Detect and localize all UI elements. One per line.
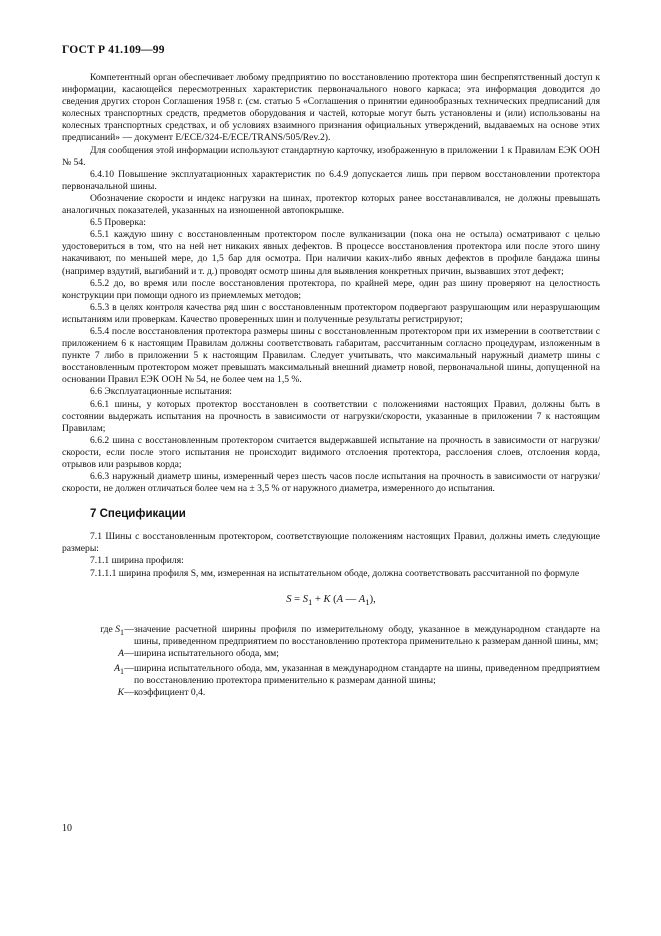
paragraph: 6.6 Эксплуатационные испытания: bbox=[90, 386, 232, 398]
definition-symbol: A bbox=[118, 648, 124, 660]
definition-dash: — bbox=[124, 663, 134, 675]
paragraph: 6.5.3 в целях контроля качества ряд шин с восстановленным протектором подвергают разрушающим или неразрушающим испытаниям или проверкам. Качество проверенных шин и полученные результаты регистрируют; bbox=[62, 301, 600, 325]
formula-k: K bbox=[323, 593, 331, 605]
definition-symbol: S bbox=[115, 623, 120, 635]
formula-equals: = bbox=[291, 593, 303, 605]
definitions-list bbox=[62, 624, 600, 702]
paragraph: Компетентный орган обеспечивает любому предприятию по восстановлению протектора шин беспрепятственный доступ к информации, касающейся пересмотренных характеристик первоначального нового каркаса; эта информация доводится до сведения других сторон Соглашения 1958 г. (см. статью 5 «Соглашения о принятии единообразных технических предписаний для колесных транспортных средств, предметов оборудования и частей, которые могут быть установлены и (или) использованы на колесных транспортных средствах, и об условиях взаимного признания официальных утверждений, выдаваемых на основе этих предписаний» — документ E/ECE/324-E/ECE/TRANS/505/Rev.2). bbox=[62, 72, 600, 144]
paragraph: Обозначение скорости и индекс нагрузки на шинах, протектор которых ранее восстанавливался, не должны превышать аналогичных показателей, указанных на изношенной автопокрышке. bbox=[62, 192, 600, 217]
definition-subscript: 1 bbox=[120, 666, 124, 676]
formula-a1: A bbox=[358, 593, 366, 605]
page-number: 10 bbox=[62, 823, 72, 834]
definition-dash: — bbox=[124, 687, 134, 699]
definition-text: значение расчетной ширины профиля по измерительному ободу, указанное в международном стандарте на шины, приведенном предприятием по восстановлению протектора применительно к размерам данной шины, мм; bbox=[134, 623, 600, 647]
paragraph: 6.5.2 до, во время или после восстановления протектора, по крайней мере, один раз шину проверяют на целостность конструкции при помощи одного из приемлемых методов; bbox=[62, 277, 600, 301]
definition-text: ширина испытательного обода, мм, указанная в международном стандарте на шины, приведенном предприятием по восстановлению протектора применительно к размерам данной шины; bbox=[134, 663, 600, 687]
paragraph: 7.1.1 ширина профиля: bbox=[90, 555, 184, 567]
document-header: ГОСТ Р 41.109—99 bbox=[62, 44, 165, 56]
definition-symbol: K bbox=[117, 687, 124, 699]
definition-dash: — bbox=[124, 623, 134, 635]
formula-plus: + bbox=[312, 593, 324, 605]
paragraph: 6.5.4 после восстановления протектора размеры шины с восстановленным протектором при их измерении в соответствии с приложением 6 к настоящим Правилам должны соответствовать габаритам, рассчитанным согласно процедурам, изложенным в пункте 7 либо в приложении 5 к настоящим Правилам. Следует учитывать, что максимальный наружный диаметр шины с восстановленным протектором может превышать максимальный внешний диаметр новой, первоначальной шины, допущенной на основании Правил ЕЭК ООН № 54, не более чем на 1,5 %. bbox=[62, 325, 600, 386]
formula-minus: — bbox=[343, 593, 359, 605]
page-content bbox=[62, 72, 600, 702]
definition-symbol: A bbox=[114, 663, 120, 675]
paragraph: 6.6.1 шины, у которых протектор восстановлен в соответствии с положениями настоящих Правил, должны быть в состоянии выдержать испытания на прочность в зависимости от нагрузки/скорости, указанные в приложении 7 к настоящим Правилам; bbox=[62, 398, 600, 434]
paragraph: 6.4.10 Повышение эксплуатационных характеристик по 6.4.9 допускается лишь при первом восстановлении протектора первоначальной шины. bbox=[62, 168, 600, 192]
paragraph: 7.1.1.1 ширина профиля S, мм, измеренная на испытательном ободе, должна соответствовать рассчитанной по формуле bbox=[90, 567, 580, 579]
formula-close-paren: ), bbox=[369, 593, 376, 605]
formula-a: A bbox=[336, 593, 344, 605]
definition-dash: — bbox=[124, 648, 134, 660]
definition-item bbox=[62, 663, 600, 687]
formula bbox=[62, 594, 600, 608]
paragraph: 6.5 Проверка: bbox=[90, 217, 146, 229]
definition-item bbox=[62, 687, 600, 702]
definition-text: коэффициент 0,4. bbox=[134, 687, 206, 699]
formula-s: S bbox=[286, 593, 292, 605]
paragraph: 7.1 Шины с восстановленным протектором, соответствующие положениям настоящих Правил, должны иметь следующие размеры: bbox=[62, 531, 600, 555]
definition-item bbox=[62, 624, 600, 648]
definition-item bbox=[62, 648, 600, 663]
section-title: 7 Спецификации bbox=[90, 508, 186, 521]
paragraph: 6.6.2 шина с восстановленным протектором считается выдержавшей испытание на прочность в зависимости от нагрузки/скорости, если после этого испытания не происходит видимого отслоения протектора, расслоения слоев, отслоения корда, отрывов или разрывов корда; bbox=[62, 434, 600, 470]
definition-text: ширина испытательного обода, мм; bbox=[134, 648, 279, 660]
formula-subscript: 1 bbox=[307, 596, 313, 607]
formula-subscript: 1 bbox=[365, 596, 370, 607]
definition-subscript: 1 bbox=[120, 627, 124, 637]
paragraph: 6.6.3 наружный диаметр шины, измеренный через шесть часов после испытания на прочность в зависимости от нагрузки/скорости, не должен отличаться более чем на ± 3,5 % от наружного диаметра, измеренного до испытания. bbox=[62, 471, 600, 495]
formula-s1: S bbox=[302, 593, 308, 605]
paragraph: Для сообщения этой информации используют стандартную карточку, изображенную в приложении 1 к Правилам ЕЭК ООН № 54. bbox=[62, 144, 600, 168]
formula-open-paren: ( bbox=[330, 593, 337, 605]
definition-prefix: где bbox=[100, 623, 116, 635]
paragraph: 6.5.1 каждую шину с восстановленным протектором после вулканизации (пока она не остыла) осматривают с целью удостовериться в том, что на ней нет никаких явных дефектов. В процессе восстановления протектора или после этого шину накачивают, по меньшей мере, до 1,5 бар для осмотра. При наличии каких-либо явных дефектов в профиле бандажа шины (например вздутий, выгибаний и т. д.) проводят осмотр шины для выявления конкретных причин, вызвавших этот дефект; bbox=[62, 229, 600, 277]
